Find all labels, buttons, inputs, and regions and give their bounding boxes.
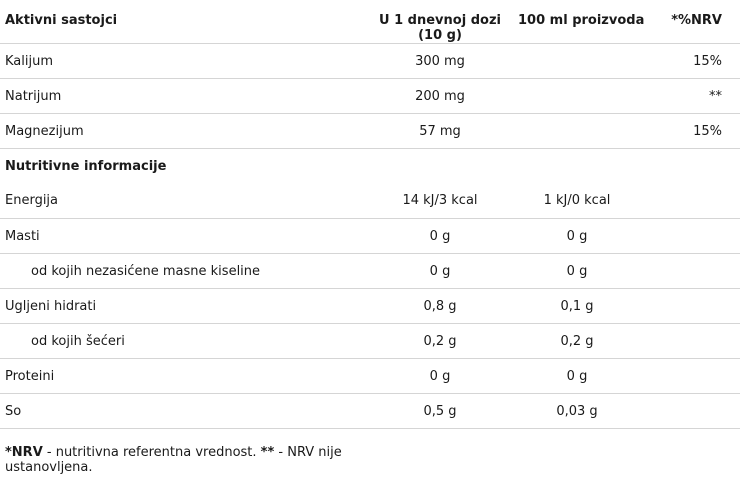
row-nrv <box>646 219 740 254</box>
row-per100: 0,1 g <box>508 289 646 324</box>
table-row <box>0 44 740 79</box>
row-per100: 0 g <box>508 359 646 394</box>
row-label: Masti <box>0 219 372 254</box>
row-per100: 0,03 g <box>508 394 646 429</box>
row-label: od kojih šećeri <box>0 324 372 359</box>
footnote-na-mark: ** <box>260 445 275 460</box>
row-nrv: ** <box>646 79 740 114</box>
footnote-nrv-mark: *NRV <box>5 445 43 460</box>
row-dose: 200 mg <box>372 79 508 114</box>
row-label: Ugljeni hidrati <box>0 289 372 324</box>
row-dose: 0 g <box>372 219 508 254</box>
section-row <box>0 149 740 184</box>
row-nrv <box>646 359 740 394</box>
header-nrv: *%NRV <box>646 0 740 44</box>
section-title: Nutritivne informacije <box>5 158 167 174</box>
row-label: Energija <box>0 184 372 219</box>
row-label: So <box>0 394 372 429</box>
row-dose: 0 g <box>372 254 508 289</box>
row-nrv: 15% <box>646 114 740 149</box>
row-per100: 0,2 g <box>508 324 646 359</box>
row-nrv <box>646 184 740 219</box>
header-ingredient: Aktivni sastojci <box>0 0 372 44</box>
table-row <box>0 114 740 149</box>
table-row <box>0 79 740 114</box>
row-dose: 0,8 g <box>372 289 508 324</box>
header-per-100ml: 100 ml proizvoda <box>508 0 646 44</box>
row-per100: 0 g <box>508 219 646 254</box>
row-label: Kalijum <box>0 44 372 79</box>
table-row <box>0 289 740 324</box>
row-dose: 300 mg <box>372 44 508 79</box>
row-dose: 57 mg <box>372 114 508 149</box>
header-daily-dose: U 1 dnevnoj dozi (10 g) <box>372 0 508 44</box>
row-label: Magnezijum <box>0 114 372 149</box>
row-dose: 0 g <box>372 359 508 394</box>
row-per100: 1 kJ/0 kcal <box>508 184 646 219</box>
row-nrv <box>646 394 740 429</box>
table-header-row <box>0 0 740 44</box>
table-row <box>0 254 740 289</box>
row-per100 <box>508 79 646 114</box>
footnote <box>5 445 375 475</box>
row-nrv <box>646 254 740 289</box>
row-per100: 0 g <box>508 254 646 289</box>
row-per100 <box>508 114 646 149</box>
row-nrv <box>646 289 740 324</box>
row-dose: 14 kJ/3 kcal <box>372 184 508 219</box>
table-row <box>0 359 740 394</box>
row-label: Natrijum <box>0 79 372 114</box>
row-per100 <box>508 44 646 79</box>
table-row <box>0 394 740 429</box>
footnote-na-text: - NRV nije ustanovljena. <box>5 445 342 475</box>
row-dose: 0,2 g <box>372 324 508 359</box>
table-row <box>0 219 740 254</box>
row-label: Proteini <box>0 359 372 394</box>
footnote-nrv-text: - nutritivna referentna vrednost. <box>42 445 261 460</box>
table-row <box>0 324 740 359</box>
row-label: od kojih nezasićene masne kiseline <box>0 254 372 289</box>
row-nrv: 15% <box>646 44 740 79</box>
table-row <box>0 184 740 219</box>
row-nrv <box>646 324 740 359</box>
row-dose: 0,5 g <box>372 394 508 429</box>
